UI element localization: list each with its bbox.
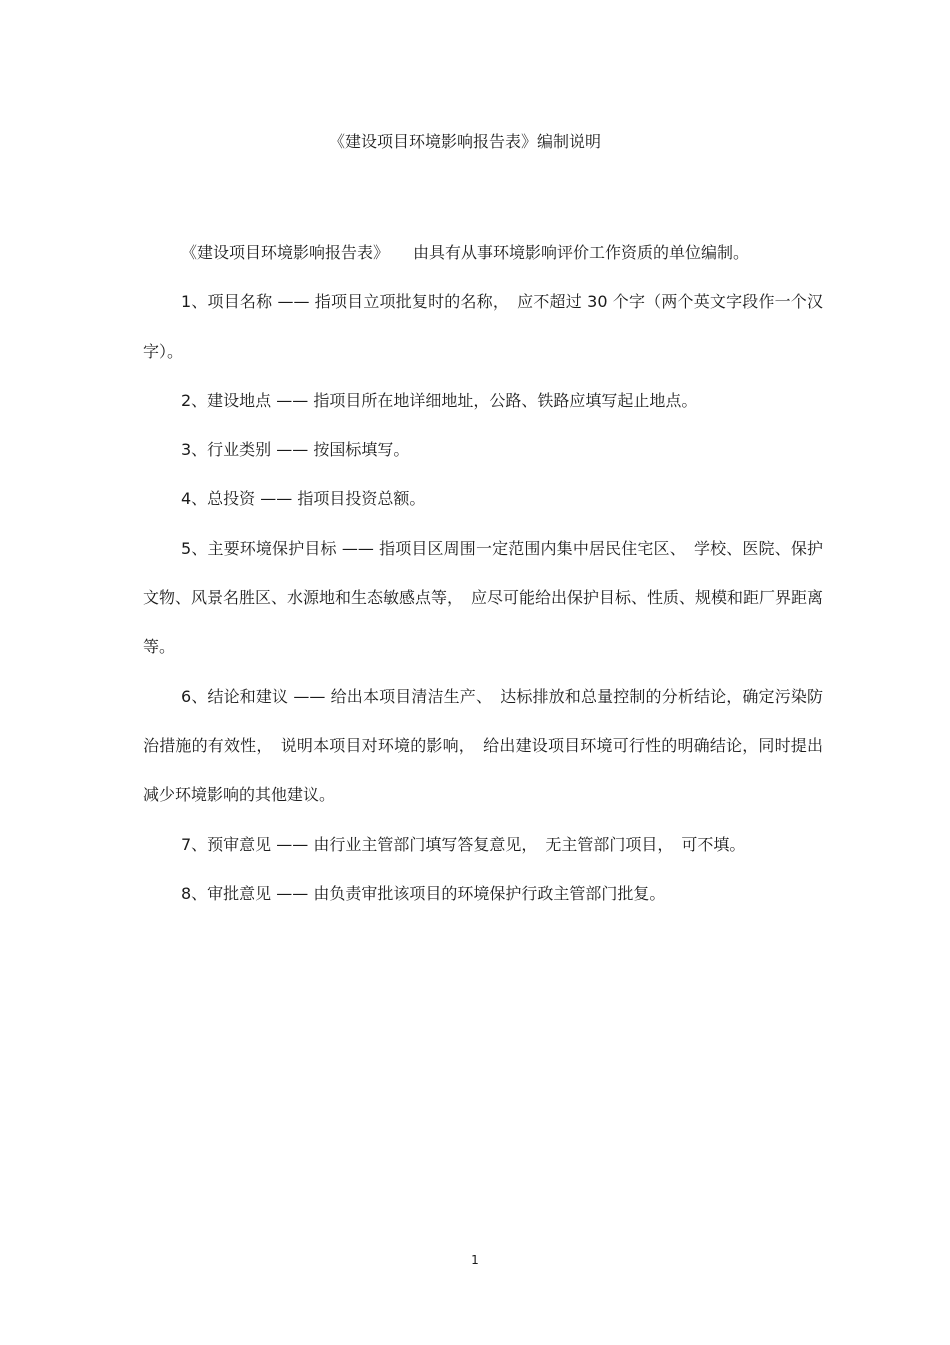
paragraph-item-4: 4、总投资 —— 指项目投资总额。 <box>181 489 426 509</box>
paragraph-item-6: 6、结论和建议 —— 给出本项目清洁生产、 达标排放和总量控制的分析结论，确定污染防治措施的有效性， 说明本项目对环境的影响， 给出建设项目环境可行性的明确结论，同时提出减少环境影响的其他建议。 <box>143 686 823 805</box>
page-number: 1 <box>471 1253 479 1267</box>
document-title: 《建设项目环境影响报告表》编制说明 <box>328 132 601 151</box>
paragraph-item-8: 8、审批意见 —— 由负责审批该项目的环境保护行政主管部门批复。 <box>181 883 666 903</box>
paragraph-item-1: 1、项目名称 —— 指项目立项批复时的名称， 应不超过 30 个字（两个英文字段作一个汉字）。 <box>143 292 823 361</box>
paragraph-item-2: 2、建设地点 —— 指项目所在地详细地址，公路、铁路应填写起止地点。 <box>181 390 698 410</box>
paragraph-intro: 《建设项目环境影响报告表》 由具有从事环境影响评价工作资质的单位编制。 <box>181 243 750 262</box>
paragraph-item-5: 5、主要环境保护目标 —— 指项目区周围一定范围内集中居民住宅区、 学校、医院、保护文物、风景名胜区、水源地和生态敏感点等， 应尽可能给出保护目标、性质、规模和距厂界距离等。 <box>143 538 824 657</box>
document-body <box>143 228 823 918</box>
paragraph-item-3: 3、行业类别 —— 按国标填写。 <box>181 440 410 460</box>
paragraph-item-7: 7、预审意见 —— 由行业主管部门填写答复意见， 无主管部门项目， 可不填。 <box>181 834 746 854</box>
